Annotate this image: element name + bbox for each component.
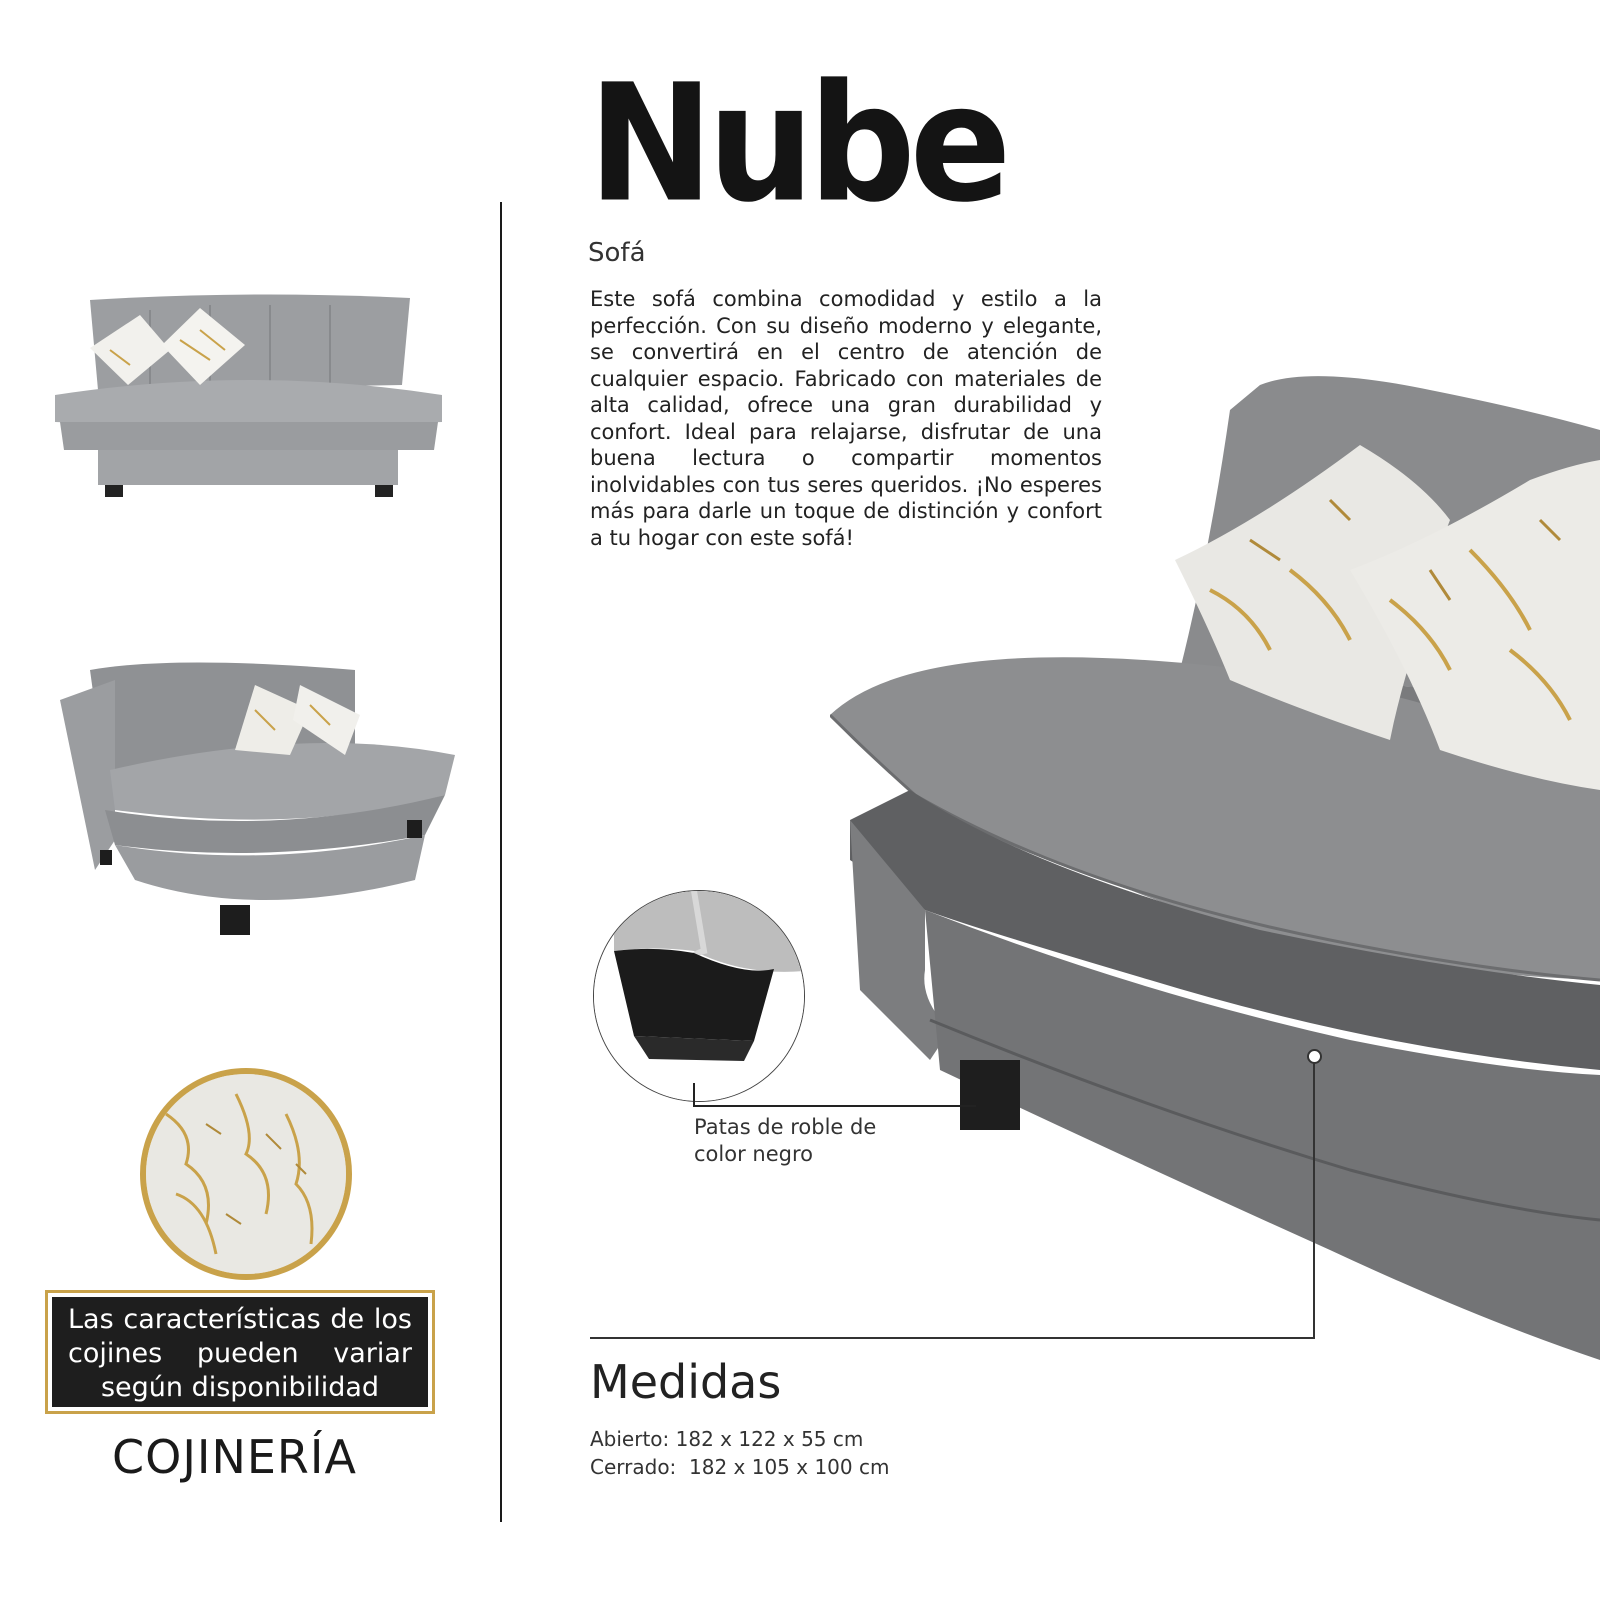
product-title: Nube <box>588 50 1006 239</box>
leg-callout-line-horizontal <box>693 1105 976 1107</box>
measures-callout-line-horizontal <box>590 1337 1315 1339</box>
product-type: Sofá <box>588 238 646 268</box>
sofa-front-image <box>50 290 450 510</box>
vertical-divider <box>500 202 502 1522</box>
cushion-note-box <box>45 1290 435 1414</box>
sofa-angle-image <box>55 660 475 960</box>
cushion-fabric-swatch <box>140 1068 352 1280</box>
measures-open: Abierto: 182 x 122 x 55 cm <box>590 1427 864 1451</box>
measures-heading: Medidas <box>590 1355 782 1409</box>
leg-label: Patas de roble de color negro <box>694 1115 877 1166</box>
cushions-heading: COJINERÍA <box>112 1430 357 1484</box>
leg-callout-line-vertical <box>693 1083 695 1106</box>
leg-detail-image <box>593 890 805 1102</box>
measures-closed: Cerrado: 182 x 105 x 100 cm <box>590 1455 890 1479</box>
product-description: Este sofá combina comodidad y estilo a la perfección. Con su diseño moderno y elegante, se convertirá en el centro de atención de cualquier espacio. Fabricado con materiales de alta calidad, ofrece una gran durabilidad y confort. Ideal para relajarse, disfrutar de una buena lectura o compartir momentos inolvidables con tus seres queridos. ¡No esperes más para darle un toque de distinción y confort a tu hogar con este sofá! <box>590 287 1102 550</box>
cushion-note-text: Las características de los cojines pueden variar según disponibilidad <box>52 1297 428 1407</box>
sofa-closeup-image <box>830 370 1600 1390</box>
measures-callout-line-vertical <box>1313 1062 1315 1338</box>
